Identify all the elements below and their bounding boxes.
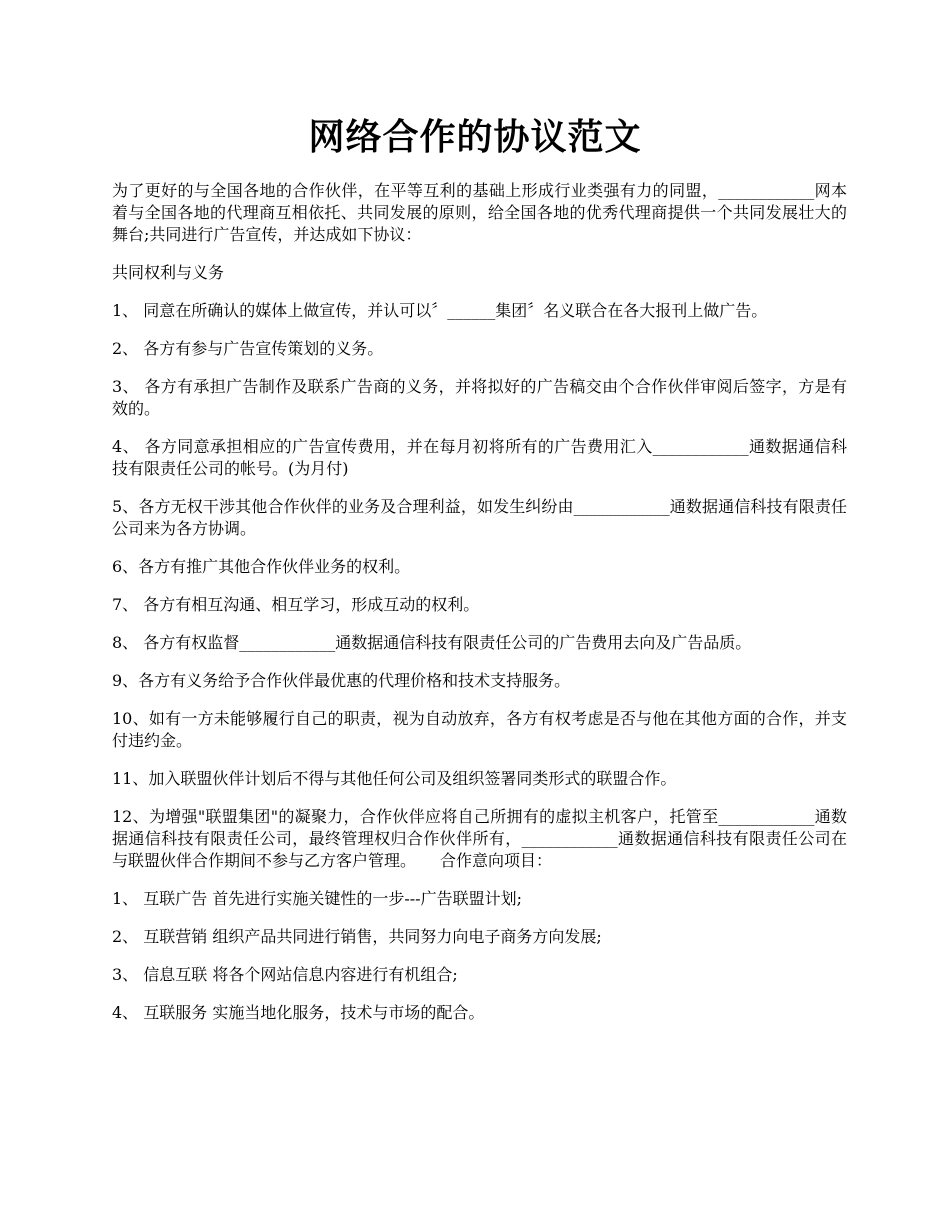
clause-7: 7、 各方有相互沟通、相互学习，形成互动的权利。	[112, 595, 480, 614]
clause-3: 3、 各方有承担广告制作及联系广告商的义务，并将拟好的广告稿交由个合作伙伴审阅后签字，方是有效的。	[112, 377, 847, 418]
clause-11: 11、加入联盟伙伴计划后不得与其他任何公司及组织签署同类形式的联盟合作。	[112, 769, 677, 788]
clause-10: 10、如有一方未能够履行自己的职责，视为自动放弃，各方有权考虑是否与他在其他方面的合作，并支付违约金。	[112, 709, 847, 750]
clause-1: 1、 同意在所确认的媒体上做宣传，并认可以〞______集团〞名义联合在各大报刊上做广告。	[112, 301, 768, 320]
document-title: 网络合作的协议范文	[308, 116, 642, 158]
project-2: 2、 互联营销 组织产品共同进行销售，共同努力向电子商务方向发展;	[112, 927, 602, 946]
clause-9: 9、各方有义务给予合作伙伴最优惠的代理价格和技术支持服务。	[112, 671, 571, 690]
clause-4: 4、 各方同意承担相应的广告宣传费用，并在每月初将所有的广告费用汇入____________通数据通信科技有限责任公司的帐号。(为月付)	[112, 437, 847, 478]
document-body	[112, 180, 847, 1040]
clause-8: 8、 各方有权监督____________通数据通信科技有限责任公司的广告费用去向及广告品质。	[112, 633, 752, 652]
clause-6: 6、各方有推广其他合作伙伴业务的权利。	[112, 557, 411, 576]
project-3: 3、 信息互联 将各个网站信息内容进行有机组合;	[112, 965, 458, 984]
clause-5: 5、各方无权干涉其他合作伙伴的业务及合理利益，如发生纠纷由____________通数据通信科技有限责任公司来为各方协调。	[112, 497, 847, 538]
clause-2: 2、 各方有参与广告宣传策划的义务。	[112, 339, 384, 358]
intro-paragraph: 为了更好的与全国各地的合作伙伴，在平等互利的基础上形成行业类强有力的同盟，____________网本着与全国各地的代理商互相依托、共同发展的原则，给全国各地的优秀代理商提供一个共同发展壮大的舞台;共同进行广告宣传，并达成如下协议：	[112, 181, 847, 244]
clause-12: 12、为增强"联盟集团"的凝聚力，合作伙伴应将自己所拥有的虚拟主机客户，托管至____________通数据通信科技有限责任公司，最终管理权归合作伙伴所有，____________通数据通信科技有限责任公司在与联盟伙伴合作期间不参与乙方客户管理。 合作意向项目：	[112, 807, 847, 870]
project-1: 1、 互联广告 首先进行实施关键性的一步---广告联盟计划;	[112, 889, 522, 908]
section-heading: 共同权利与义务	[112, 263, 225, 282]
project-4: 4、 互联服务 实施当地化服务，技术与市场的配合。	[112, 1003, 485, 1022]
